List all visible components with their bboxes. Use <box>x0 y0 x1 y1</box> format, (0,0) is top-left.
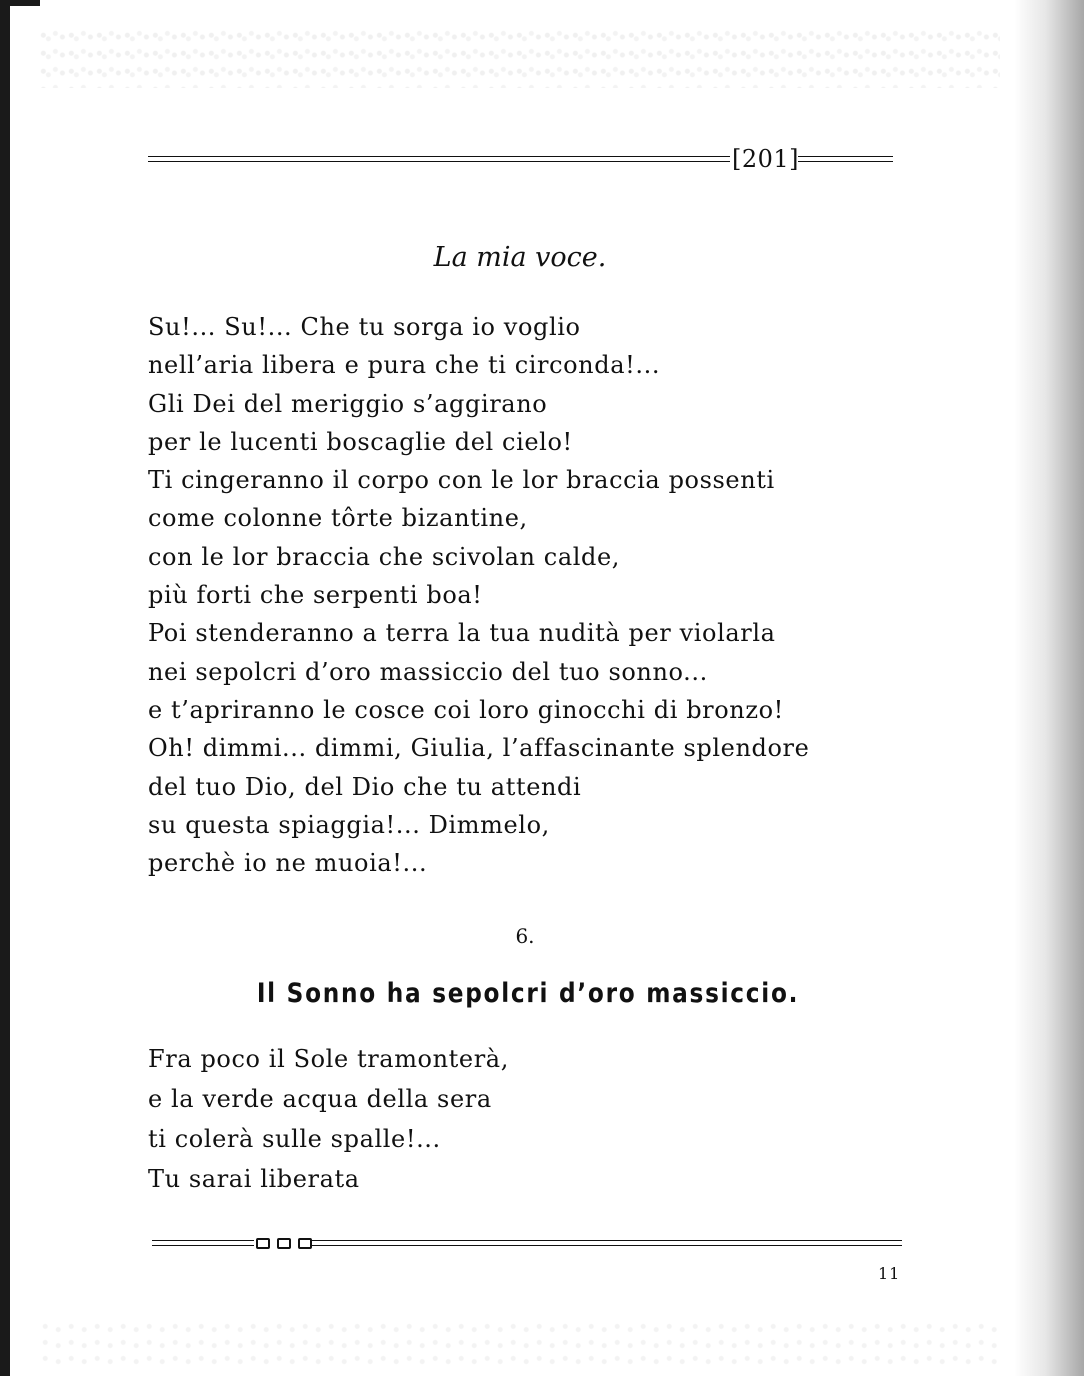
footer-rule <box>152 1232 902 1254</box>
section-line: ti colerà sulle spalle!... <box>148 1125 441 1153</box>
poem-line: Su!... Su!... Che tu sorga io voglio <box>148 313 581 341</box>
poem-line: Ti cingeranno il corpo con le lor braccia possenti <box>148 466 775 495</box>
poem-line: nei sepolcri d’oro massiccio del tuo sonno... <box>148 657 708 686</box>
footer-rule-right-line <box>312 1240 902 1246</box>
section-line: Tu sarai liberata <box>148 1165 360 1193</box>
section-stanza <box>148 1039 509 1199</box>
ornament-box-icon <box>277 1238 291 1249</box>
scan-right-shadow <box>1014 0 1084 1376</box>
ornament-box-icon <box>256 1238 270 1249</box>
poem-line: più forti che serpenti boa! <box>148 581 483 610</box>
scan-left-edge-top <box>0 0 40 6</box>
section-title: Il Sonno ha sepolcri d’oro massiccio. <box>256 978 800 1009</box>
scan-left-edge <box>0 0 10 1376</box>
poem-line: su questa spiaggia!... Dimmelo, <box>148 810 550 839</box>
poem-line: nell’aria libera e pura che ti circonda!... <box>148 351 661 380</box>
poem-line: del tuo Dio, del Dio che tu attendi <box>148 772 582 801</box>
poem-title: La mia voce. <box>433 242 607 273</box>
header-rule <box>148 145 893 173</box>
scan-speckle-top <box>40 28 1000 88</box>
section-number: 6. <box>515 924 535 948</box>
poem-line: Poi stenderanno a terra la tua nudità per violarla <box>148 619 776 648</box>
poem-line: Oh! dimmi... dimmi, Giulia, l’affascinante splendore <box>148 734 810 763</box>
ornament-box-icon <box>298 1238 312 1249</box>
signature-mark: 11 <box>878 1264 901 1283</box>
scan-speckle-bottom <box>40 1320 1000 1370</box>
poem-line: e t’apriranno le cosce coi loro ginocchi di bronzo! <box>148 695 784 724</box>
header-rule-left-line <box>148 156 730 162</box>
poem-line: perchè io ne muoia!... <box>148 849 428 878</box>
poem-line: con le lor braccia che scivolan calde, <box>148 542 621 571</box>
section-line: Fra poco il Sole tramonterà, <box>148 1045 509 1073</box>
poem-line: come colonne tôrte bizantine, <box>148 504 528 533</box>
header-rule-right-line <box>798 156 893 162</box>
section-line: e la verde acqua della sera <box>148 1085 492 1113</box>
page-number: [201] <box>732 145 800 173</box>
footer-ornaments <box>256 1234 312 1252</box>
footer-rule-left-line <box>152 1240 254 1246</box>
poem-line: Gli Dei del meriggio s’aggirano <box>148 389 548 418</box>
poem-stanza <box>148 308 809 882</box>
poem-line: per le lucenti boscaglie del cielo! <box>148 427 573 456</box>
